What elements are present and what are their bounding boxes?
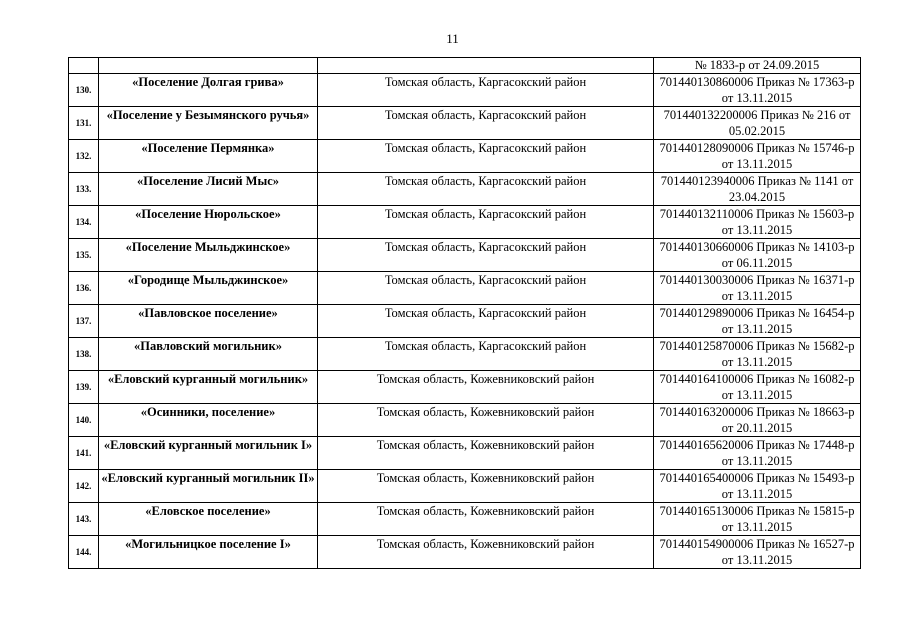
object-name: «Поселение у Безымянского ручья»	[99, 107, 318, 140]
object-name: «Еловское поселение»	[99, 503, 318, 536]
row-number: 135.	[69, 239, 99, 272]
row-number: 143.	[69, 503, 99, 536]
object-name: «Городище Мыльджинское»	[99, 272, 318, 305]
object-name	[99, 58, 318, 74]
object-location	[318, 58, 654, 74]
row-number	[69, 58, 99, 74]
registration-document: 701440130030006 Приказ № 16371-р от 13.11.2015	[654, 272, 861, 305]
object-location: Томская область, Кожевниковский район	[318, 536, 654, 569]
registration-document: 701440165620006 Приказ № 17448-р от 13.11.2015	[654, 437, 861, 470]
row-number: 144.	[69, 536, 99, 569]
object-location: Томская область, Кожевниковский район	[318, 437, 654, 470]
object-location: Томская область, Кожевниковский район	[318, 371, 654, 404]
registration-document: 701440132110006 Приказ № 15603-р от 13.11.2015	[654, 206, 861, 239]
registration-document: 701440125870006 Приказ № 15682-р от 13.11.2015	[654, 338, 861, 371]
object-location: Томская область, Кожевниковский район	[318, 404, 654, 437]
object-location: Томская область, Кожевниковский район	[318, 503, 654, 536]
table-row	[69, 437, 861, 470]
row-number: 141.	[69, 437, 99, 470]
table-row	[69, 173, 861, 206]
registration-document: 701440129890006 Приказ № 16454-р от 13.11.2015	[654, 305, 861, 338]
object-location: Томская область, Каргасокский район	[318, 107, 654, 140]
registration-document: № 1833-р от 24.09.2015	[654, 58, 861, 74]
table-row	[69, 536, 861, 569]
table-row	[69, 140, 861, 173]
table-row	[69, 371, 861, 404]
row-number: 131.	[69, 107, 99, 140]
object-location: Томская область, Каргасокский район	[318, 173, 654, 206]
table-row	[69, 404, 861, 437]
table-row	[69, 74, 861, 107]
object-name: «Поселение Долгая грива»	[99, 74, 318, 107]
registration-document: 701440123940006 Приказ № 1141 от 23.04.2015	[654, 173, 861, 206]
heritage-registry-table	[68, 57, 861, 569]
table-row	[69, 503, 861, 536]
row-number: 137.	[69, 305, 99, 338]
object-name: «Еловский курганный могильник»	[99, 371, 318, 404]
object-name: «Еловский курганный могильник I»	[99, 437, 318, 470]
registration-document: 701440165400006 Приказ № 15493-р от 13.11.2015	[654, 470, 861, 503]
object-name: «Могильницкое поселение I»	[99, 536, 318, 569]
row-number: 136.	[69, 272, 99, 305]
table-row	[69, 206, 861, 239]
table-body	[69, 58, 861, 569]
object-name: «Поселение Пермянка»	[99, 140, 318, 173]
table-row	[69, 305, 861, 338]
object-location: Томская область, Каргасокский район	[318, 338, 654, 371]
registration-document: 701440132200006 Приказ № 216 от 05.02.2015	[654, 107, 861, 140]
table-row-continuation	[69, 58, 861, 74]
object-location: Томская область, Каргасокский район	[318, 74, 654, 107]
row-number: 140.	[69, 404, 99, 437]
row-number: 132.	[69, 140, 99, 173]
row-number: 134.	[69, 206, 99, 239]
object-location: Томская область, Каргасокский район	[318, 140, 654, 173]
page-number: 11	[446, 31, 459, 46]
table-row	[69, 239, 861, 272]
object-location: Томская область, Каргасокский район	[318, 272, 654, 305]
object-location: Томская область, Каргасокский район	[318, 305, 654, 338]
table-row	[69, 338, 861, 371]
registration-document: 701440163200006 Приказ № 18663-р от 20.11.2015	[654, 404, 861, 437]
object-name: «Осинники, поселение»	[99, 404, 318, 437]
object-name: «Павловский могильник»	[99, 338, 318, 371]
object-name: «Поселение Лисий Мыс»	[99, 173, 318, 206]
table-row	[69, 272, 861, 305]
registration-document: 701440154900006 Приказ № 16527-р от 13.11.2015	[654, 536, 861, 569]
object-name: «Павловское поселение»	[99, 305, 318, 338]
row-number: 133.	[69, 173, 99, 206]
registration-document: 701440130660006 Приказ № 14103-р от 06.11.2015	[654, 239, 861, 272]
table-row	[69, 107, 861, 140]
object-location: Томская область, Кожевниковский район	[318, 470, 654, 503]
object-location: Томская область, Каргасокский район	[318, 239, 654, 272]
row-number: 142.	[69, 470, 99, 503]
table-row	[69, 470, 861, 503]
object-name: «Поселение Мыльджинское»	[99, 239, 318, 272]
row-number: 139.	[69, 371, 99, 404]
registration-document: 701440164100006 Приказ № 16082-р от 13.11.2015	[654, 371, 861, 404]
row-number: 130.	[69, 74, 99, 107]
registration-document: 701440130860006 Приказ № 17363-р от 13.11.2015	[654, 74, 861, 107]
object-name: «Еловский курганный могильник II»	[99, 470, 318, 503]
row-number: 138.	[69, 338, 99, 371]
object-name: «Поселение Нюрольское»	[99, 206, 318, 239]
object-location: Томская область, Каргасокский район	[318, 206, 654, 239]
registration-document: 701440128090006 Приказ № 15746-р от 13.11.2015	[654, 140, 861, 173]
registration-document: 701440165130006 Приказ № 15815-р от 13.11.2015	[654, 503, 861, 536]
